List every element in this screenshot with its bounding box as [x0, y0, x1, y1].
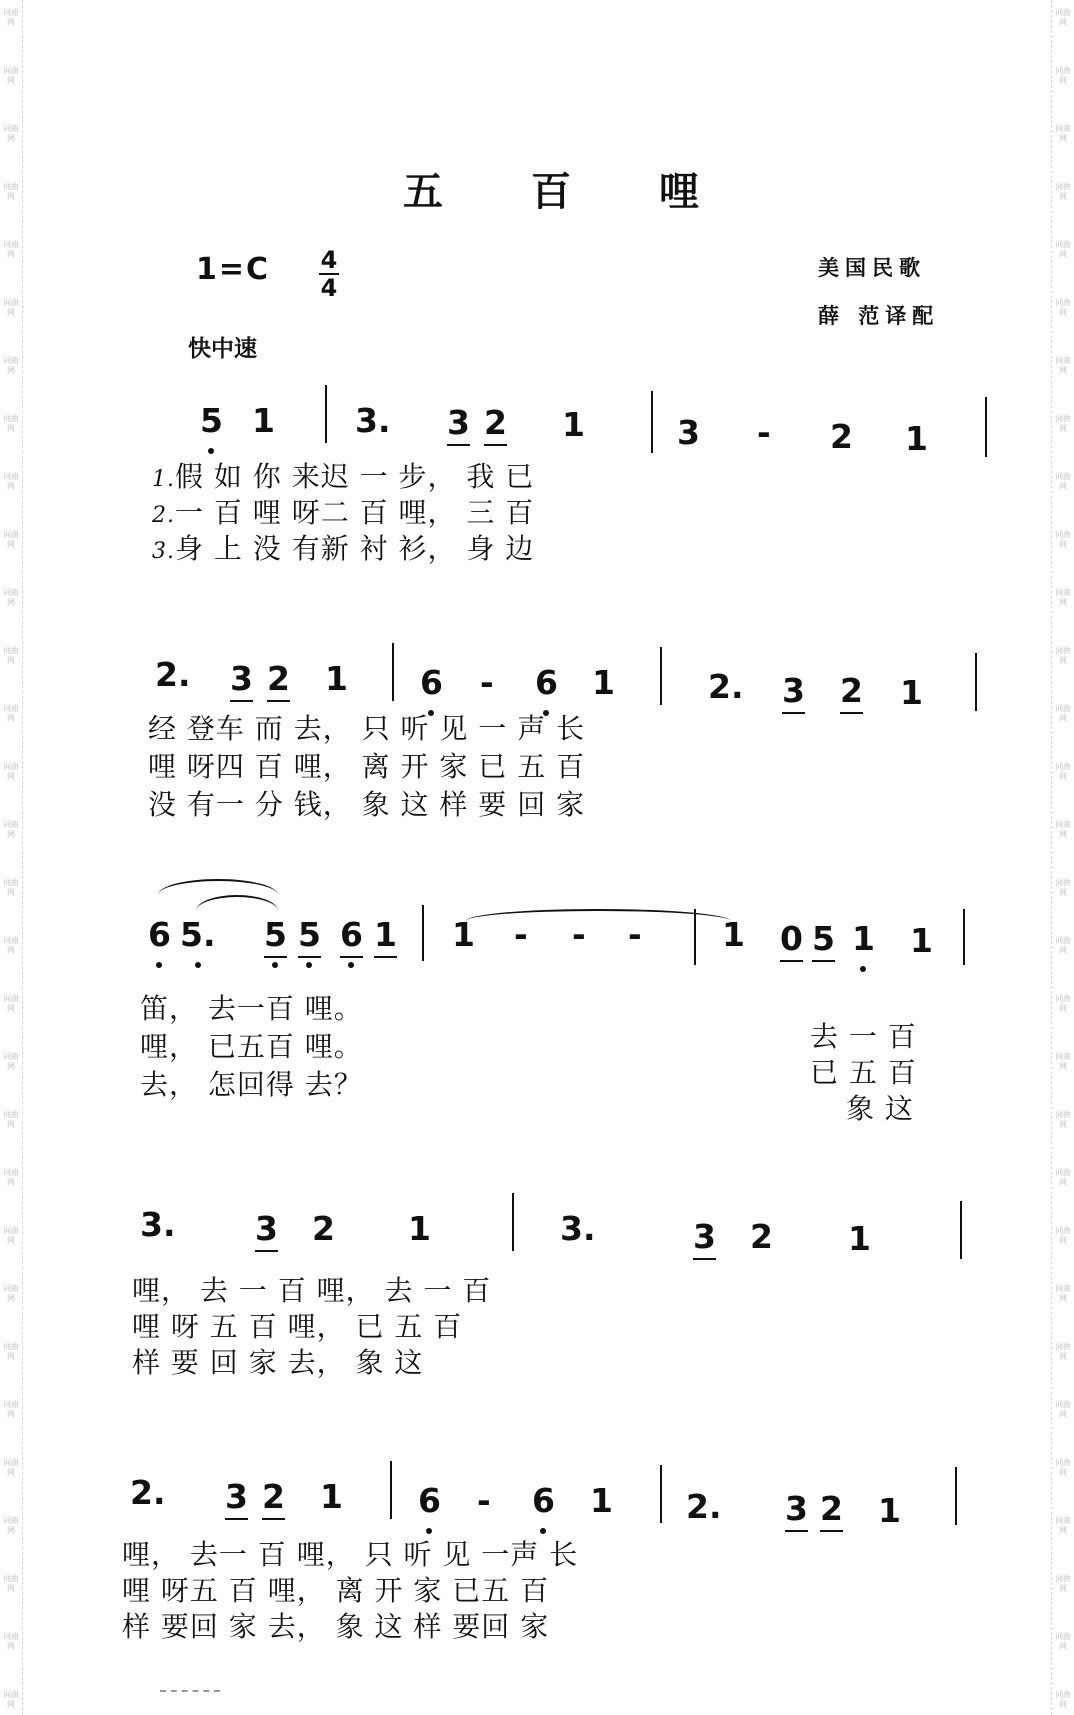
watermark-text: 词曲网 [1055, 994, 1071, 1013]
note: 5 [298, 915, 321, 954]
barline [512, 1193, 514, 1251]
lyric-line-verse-2: 2.一 百 哩 呀二 百 哩， 三 百 [152, 496, 535, 529]
watermark-text: 词曲网 [3, 356, 19, 375]
eighth-underline [812, 960, 835, 962]
barline [963, 909, 965, 965]
lyric-line-verse-3: 去， 怎回得 去？ [140, 1068, 363, 1101]
watermark-text: 词曲网 [3, 1458, 19, 1477]
watermark-text: 词曲网 [3, 1110, 19, 1129]
watermark-text: 词曲网 [3, 1632, 19, 1651]
barline [960, 1201, 962, 1259]
watermark-text: 词曲网 [1055, 646, 1071, 665]
tempo-marking: 快中速 [188, 336, 257, 362]
barline [390, 1461, 392, 1519]
watermark-text: 词曲网 [3, 530, 19, 549]
eighth-underline [840, 712, 863, 714]
barline [651, 391, 653, 453]
note: 1 [592, 663, 615, 702]
note: - [514, 915, 528, 954]
low-octave-dot [156, 962, 162, 968]
watermark-text: 词曲网 [1055, 936, 1071, 955]
note: 1 [252, 401, 275, 440]
lyric-line-verse-1: 笛， 去一百 哩。 [140, 992, 363, 1025]
note: 1 [374, 915, 397, 954]
note: 2 [484, 403, 507, 442]
watermark-text: 词曲网 [1055, 8, 1071, 27]
note: 2 [262, 1477, 285, 1516]
note: 1 [722, 915, 745, 954]
tie-slur [158, 879, 278, 895]
watermark-text: 词曲网 [1055, 820, 1071, 839]
lyric-line-verse-1: 经 登车 而 去， 只 听 见 一 声 长 [148, 712, 586, 745]
left-watermark-strip [0, 0, 23, 1715]
note: 5. [180, 915, 216, 954]
arranger-credit: 薛 范译配 [818, 304, 940, 328]
note: 1 [878, 1491, 901, 1530]
barline [975, 653, 977, 711]
lyric-line-verse-3: 样 要 回 家 去， 象 这 [132, 1346, 424, 1379]
watermark-text: 词曲网 [3, 1226, 19, 1245]
eighth-underline [484, 444, 507, 446]
note: 3 [225, 1477, 248, 1516]
note: 3 [447, 403, 470, 442]
low-octave-dot [860, 966, 866, 972]
song-title: 五百哩 [403, 169, 787, 215]
note: 5 [264, 915, 287, 954]
note: - [757, 413, 771, 452]
note: 1 [408, 1209, 431, 1248]
note: 1 [562, 405, 585, 444]
time-signature-top: 4 [320, 246, 338, 274]
eighth-underline [340, 956, 363, 958]
watermark-text: 词曲网 [1055, 66, 1071, 85]
watermark-text: 词曲网 [1055, 1574, 1071, 1593]
note: 2. [155, 655, 191, 694]
watermark-text: 词曲网 [1055, 1516, 1071, 1535]
note: 6 [340, 915, 363, 954]
watermark-text: 词曲网 [1055, 1400, 1071, 1419]
eighth-underline [447, 444, 470, 446]
watermark-text: 词曲网 [1055, 1052, 1071, 1071]
lyric-line-verse-2: 哩 呀四 百 哩， 离 开 家 已 五 百 [148, 750, 586, 783]
lyric-line-verse-3: 样 要回 家 去， 象 这 样 要回 家 [122, 1610, 550, 1643]
note: 6 [532, 1481, 555, 1520]
watermark-text: 词曲网 [3, 8, 19, 27]
note: - [477, 1481, 491, 1520]
note: 6 [535, 663, 558, 702]
note: 1 [852, 919, 875, 958]
barline [392, 643, 394, 701]
time-signature-bottom: 4 [320, 274, 338, 302]
barline [325, 385, 327, 443]
note: 6 [148, 915, 171, 954]
watermark-text: 词曲网 [1055, 1632, 1071, 1651]
time-signature [315, 247, 343, 301]
eighth-underline [255, 1250, 278, 1252]
note: 1 [848, 1219, 871, 1258]
note: 2 [830, 417, 853, 456]
watermark-text: 词曲网 [1055, 124, 1071, 143]
note: 1 [905, 419, 928, 458]
watermark-text: 词曲网 [1055, 1168, 1071, 1187]
note: 5 [200, 401, 223, 440]
lyric-line-verse-3: 3.身 上 没 有新 衬 衫， 身 边 [152, 532, 535, 565]
watermark-text: 词曲网 [3, 1342, 19, 1361]
eighth-underline [262, 1518, 285, 1520]
note: 1 [452, 915, 475, 954]
note: 2. [130, 1473, 166, 1512]
note: 6 [420, 663, 443, 702]
note: 2 [840, 671, 863, 710]
lyric-line-verse-2: 哩 呀 五 百 哩， 已 五 百 [132, 1310, 463, 1343]
barline [660, 647, 662, 705]
watermark-text: 词曲网 [1055, 1342, 1071, 1361]
note: 5 [812, 919, 835, 958]
watermark-text: 词曲网 [1055, 1110, 1071, 1129]
lyric-line-verse-1: 哩， 去 一 百 哩， 去 一 百 [132, 1274, 492, 1307]
note: 1 [590, 1481, 613, 1520]
barline [660, 1465, 662, 1523]
note: 3. [140, 1205, 176, 1244]
watermark-text: 词曲网 [3, 646, 19, 665]
right-watermark-strip [1051, 0, 1074, 1715]
watermark-text: 词曲网 [3, 704, 19, 723]
note: 3 [255, 1209, 278, 1248]
watermark-text: 词曲网 [1055, 240, 1071, 259]
low-octave-dot [195, 962, 201, 968]
watermark-text: 词曲网 [3, 820, 19, 839]
note: 3 [693, 1217, 716, 1256]
origin-credit: 美国民歌 [818, 256, 926, 280]
barline [422, 905, 424, 961]
tie-slur [466, 909, 730, 921]
note: 1 [320, 1477, 343, 1516]
eighth-underline [298, 956, 321, 958]
note: 2. [708, 667, 744, 706]
watermark-text: 词曲网 [3, 1168, 19, 1187]
watermark-text: 词曲网 [3, 472, 19, 491]
note: 3 [785, 1489, 808, 1528]
watermark-text: 词曲网 [1055, 704, 1071, 723]
note: 3 [677, 413, 700, 452]
watermark-text: 词曲网 [3, 1284, 19, 1303]
note: 1 [910, 921, 933, 960]
barline [955, 1467, 957, 1525]
lyric-line-verse-1: 1.假 如 你 来迟 一 步， 我 已 [152, 460, 535, 493]
eighth-underline [782, 712, 805, 714]
watermark-text: 词曲网 [3, 414, 19, 433]
low-octave-dot [208, 448, 214, 454]
footer-mark [160, 1690, 220, 1692]
watermark-text: 词曲网 [3, 762, 19, 781]
note: - [480, 663, 494, 702]
eighth-underline [820, 1530, 843, 1532]
key-signature: 1=C [196, 252, 271, 287]
watermark-text: 词曲网 [1055, 762, 1071, 781]
low-octave-dot [348, 962, 354, 968]
watermark-text: 词曲网 [3, 66, 19, 85]
watermark-text: 词曲网 [3, 240, 19, 259]
eighth-underline [230, 700, 253, 702]
low-octave-dot [272, 962, 278, 968]
watermark-text: 词曲网 [1055, 878, 1071, 897]
note: 3 [782, 671, 805, 710]
watermark-text: 词曲网 [3, 1052, 19, 1071]
note: 0 [780, 919, 803, 958]
note: 1 [900, 673, 923, 712]
eighth-underline [693, 1258, 716, 1260]
watermark-text: 词曲网 [3, 124, 19, 143]
watermark-text: 词曲网 [1055, 1690, 1071, 1709]
watermark-text: 词曲网 [3, 588, 19, 607]
watermark-text: 词曲网 [3, 878, 19, 897]
watermark-text: 词曲网 [3, 1400, 19, 1419]
lyric-tail-verse-2: 已 五 百 [810, 1056, 917, 1089]
watermark-text: 词曲网 [1055, 472, 1071, 491]
tie-slur [196, 895, 278, 911]
watermark-text: 词曲网 [1055, 298, 1071, 317]
lyric-line-verse-2: 哩 呀五 百 哩， 离 开 家 已五 百 [122, 1574, 550, 1607]
watermark-text: 词曲网 [1055, 414, 1071, 433]
note: 2 [750, 1217, 773, 1256]
watermark-text: 词曲网 [1055, 182, 1071, 201]
note: 2 [267, 659, 290, 698]
note: 3 [230, 659, 253, 698]
eighth-underline [785, 1530, 808, 1532]
watermark-text: 词曲网 [3, 1574, 19, 1593]
watermark-text: 词曲网 [1055, 1458, 1071, 1477]
eighth-underline [225, 1518, 248, 1520]
watermark-text: 词曲网 [3, 1516, 19, 1535]
watermark-text: 词曲网 [1055, 530, 1071, 549]
lyric-tail-verse-1: 去 一 百 [810, 1020, 917, 1053]
barline [694, 909, 696, 965]
watermark-text: 词曲网 [1055, 356, 1071, 375]
watermark-text: 词曲网 [1055, 1226, 1071, 1245]
lyric-tail-verse-3: 象 这 [846, 1092, 914, 1125]
low-octave-dot [306, 962, 312, 968]
eighth-underline [374, 956, 397, 958]
note: 2. [686, 1487, 722, 1526]
lyric-line-verse-2: 哩， 已五百 哩。 [140, 1030, 363, 1063]
eighth-underline [264, 956, 287, 958]
note: 6 [418, 1481, 441, 1520]
watermark-text: 词曲网 [1055, 588, 1071, 607]
note: 3. [560, 1209, 596, 1248]
note: - [628, 915, 642, 954]
lyric-line-verse-3: 没 有一 分 钱， 象 这 样 要 回 家 [148, 788, 586, 821]
eighth-underline [267, 700, 290, 702]
watermark-text: 词曲网 [3, 994, 19, 1013]
note: 2 [820, 1489, 843, 1528]
note: - [572, 915, 586, 954]
watermark-text: 词曲网 [3, 1690, 19, 1709]
watermark-text: 词曲网 [3, 936, 19, 955]
eighth-underline [780, 960, 803, 962]
note: 1 [325, 659, 348, 698]
lyric-line-verse-1: 哩， 去一 百 哩， 只 听 见 一声 长 [122, 1538, 579, 1571]
note: 3. [355, 401, 391, 440]
watermark-text: 词曲网 [1055, 1284, 1071, 1303]
watermark-text: 词曲网 [3, 182, 19, 201]
watermark-text: 词曲网 [3, 298, 19, 317]
note: 2 [312, 1209, 335, 1248]
barline [985, 397, 987, 457]
